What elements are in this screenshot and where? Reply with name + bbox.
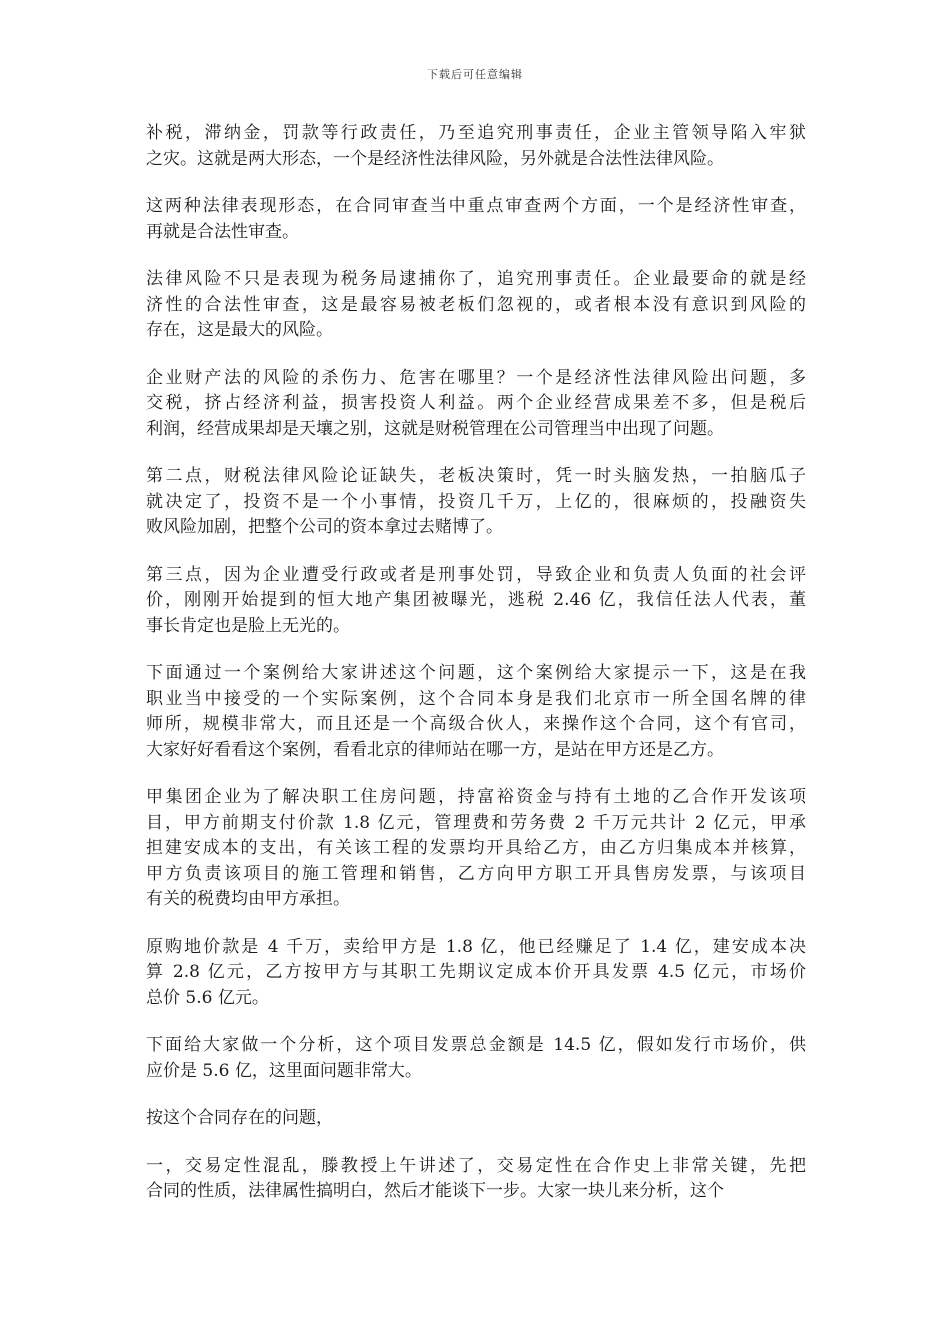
text-line: 目，甲方前期支付价款 1.8 亿元，管理费和劳务费 2 千万元共计 2 亿元，甲承 [146,812,806,833]
text-line: 按这个合同存在的问题， [146,1108,333,1128]
paragraph [146,785,806,913]
paragraph [146,661,806,763]
text-line: 合同的性质，法律属性搞明白，然后才能谈下一步。大家一块儿来分析，这个 [146,1181,724,1201]
text-line: 败风险加剧，把整个公司的资本拿过去赌博了。 [146,517,503,537]
text-line: 企业财产法的风险的杀伤力、危害在哪里？一个是经济性法律风险出问题，多 [146,367,806,388]
text-line: 应价是 5.6 亿，这里面问题非常大。 [146,1060,422,1081]
text-line: 利润，经营成果却是天壤之别，这就是财税管理在公司管理当中出现了问题。 [146,418,724,439]
text-line: 大家好好看看这个案例，看看北京的律师站在哪一方，是站在甲方还是乙方。 [146,739,724,760]
paragraph [146,121,806,172]
text-line: 就决定了，投资不是一个小事情，投资几千万，上亿的，很麻烦的，投融资失 [146,491,806,512]
page-header: 下载后可任意编辑 [427,68,523,81]
text-line: 下面给大家做一个分析，这个项目发票总金额是 14.5 亿，假如发行市场价，供 [146,1035,806,1055]
paragraph [146,366,806,443]
paragraph [146,464,806,541]
text-line: 事长肯定也是脸上无光的。 [146,615,350,636]
text-line: 存在，这是最大的风险。 [146,320,333,340]
paragraph [146,194,806,245]
text-line: 价，刚刚开始提到的恒大地产集团被曝光，逃税 2.46 亿，我信任法人代表，董 [146,590,806,610]
text-line: 担建安成本的支出，有关该工程的发票均开具给乙方，由乙方归集成本并核算， [146,838,806,858]
text-line: 之灾。这就是两大形态，一个是经济性法律风险，另外就是合法性法律风险。 [146,148,724,169]
paragraph [146,1033,806,1084]
document-body [146,121,806,1227]
text-line: 师所，规模非常大，而且还是一个高级合伙人，来操作这个合同，这个有官司， [146,714,806,734]
text-line: 济性的合法性审查，这是最容易被老板们忽视的，或者根本没有意识到风险的 [146,294,806,315]
text-line: 原购地价款是 4 千万，卖给甲方是 1.8 亿，他已经赚足了 1.4 亿，建安成本决 [146,936,806,957]
paragraph [146,563,806,640]
paragraph [146,1106,806,1132]
text-line: 下面通过一个案例给大家讲述这个问题，这个案例给大家提示一下，这是在我 [146,663,806,683]
paragraph [146,1154,806,1205]
paragraph [146,267,806,344]
text-line: 交税，挤占经济利益，损害投资人利益。两个企业经营成果差不多，但是税后 [146,393,806,413]
text-line: 第三点，因为企业遭受行政或者是刑事处罚，导致企业和负责人负面的社会评 [146,564,806,585]
text-line: 有关的税费均由甲方承担。 [146,889,350,909]
text-line: 法律风险不只是表现为税务局逮捕你了，追究刑事责任。企业最要命的就是经 [146,269,806,289]
paragraph [146,935,806,1012]
text-line: 补税，滞纳金，罚款等行政责任，乃至追究刑事责任，企业主管领导陷入牢狱 [146,123,806,143]
text-line: 总价 5.6 亿元。 [146,987,269,1008]
text-line: 甲方负责该项目的施工管理和销售，乙方向甲方职工开具售房发票，与该项目 [146,863,806,884]
text-line: 第二点，财税法律风险论证缺失，老板决策时，凭一时头脑发热，一拍脑瓜子 [146,466,806,486]
text-line: 再就是合法性审查。 [146,221,299,242]
text-line: 一，交易定性混乱，滕教授上午讲述了，交易定性在合作史上非常关键，先把 [146,1155,806,1176]
text-line: 这两种法律表现形态，在合同审查当中重点审查两个方面，一个是经济性审查， [146,196,806,216]
text-line: 职业当中接受的一个实际案例，这个合同本身是我们北京市一所全国名牌的律 [146,688,806,709]
text-line: 算 2.8 亿元，乙方按甲方与其职工先期议定成本价开具发票 4.5 亿元，市场价 [146,962,806,982]
text-line: 甲集团企业为了解决职工住房问题，持富裕资金与持有土地的乙合作开发该项 [146,787,806,807]
